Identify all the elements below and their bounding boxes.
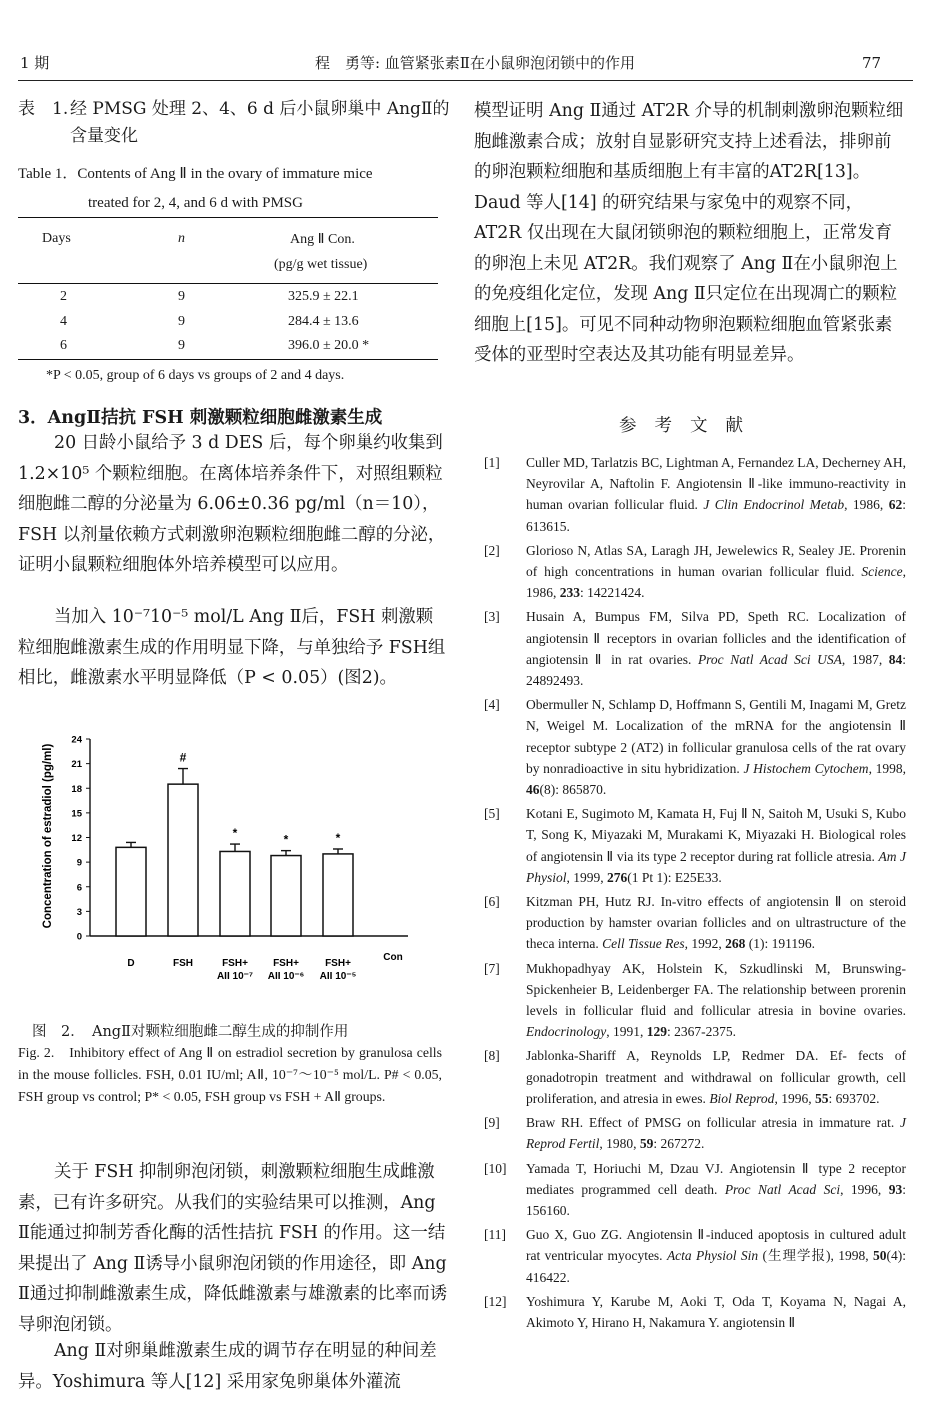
reference-number: [3]: [484, 609, 500, 625]
reference-text: Husain A, Bumpus FM, Silva PD, Speth RC. Localization of angiotensin Ⅱ receptors in ovarian follicles and the identification of angiotensin Ⅱ in rat ovaries.: [526, 609, 906, 667]
table-top-rule: [18, 217, 438, 218]
reference-item: [474, 1291, 906, 1333]
paragraph: 20 日龄小鼠给予 3 d DES 后，每个卵巢约收集到 1.2×10⁵ 个颗粒细胞。在离体培养条件下，对照组颗粒细胞雌二醇的分泌量为 6.06±0.36 pg/ml（n＝10），FSH 以剂量依赖方式刺激卵泡颗粒细胞雌二醇的分泌，证明小鼠颗粒细胞体外培养模型可以应用。: [18, 433, 446, 575]
reference-pages: : 156160.: [526, 1181, 906, 1218]
reference-year: , 1980,: [599, 1136, 640, 1152]
reference-item: [474, 803, 906, 888]
reference-number: [6]: [484, 894, 500, 910]
reference-volume: 129: [646, 1024, 667, 1040]
reference-volume: 233: [559, 585, 580, 601]
y-tick-label: 6: [76, 882, 82, 894]
reference-item: [474, 452, 906, 537]
chart-bars: [116, 751, 353, 936]
issue-number: 1 期: [20, 54, 50, 72]
bar: [271, 856, 301, 936]
figure-caption-zh: 图 2． AngⅡ对颗粒细胞雌二醇生成的抑制作用: [32, 1024, 349, 1040]
table-cell-days: 2: [60, 289, 67, 304]
reference-volume: 276: [607, 869, 628, 885]
bar: [168, 784, 198, 936]
bar: [116, 847, 146, 936]
col-header-days: Days: [42, 231, 71, 246]
paragraph: 模型证明 Ang Ⅱ通过 AT2R 介导的机制刺激卵泡颗粒细胞雌激素合成；放射自显影研究支持上述看法，排卵前的卵泡颗粒细胞和基质细胞上有丰富的AT2R[13]。Daud 等人[14] 的研究结果与家兔中的观察不同，AT2R 仅出现在大鼠闭锁卵泡的颗粒细胞上，正常发育的卵泡上未见 AT2R。我们观察了 Ang Ⅱ在小鼠卵泡上的免疫组化定位，发现 Ang Ⅱ只定位在出现凋亡的颗粒细胞上[15]。可见不同种动物卵泡颗粒细胞血管紧张素受体的亚型时空表达及其功能有明显差异。: [474, 101, 904, 365]
chart-ylabel: Concentration of estradiol (pg/ml): [42, 743, 54, 929]
reference-pages: (8): 865870.: [539, 782, 607, 798]
reference-list: [474, 452, 906, 1336]
table-label: 表 1.: [18, 99, 69, 119]
page-number: 77: [862, 54, 882, 72]
table-cell-value: 325.9 ± 22.1: [288, 289, 359, 304]
reference-item: [474, 1158, 906, 1222]
reference-journal: J Clin Endocrinol Metab: [703, 497, 845, 513]
reference-number: [4]: [484, 697, 500, 713]
significance-marker: #: [179, 750, 187, 765]
reference-volume: 93: [888, 1181, 903, 1197]
reference-pages: (4): 416422.: [526, 1248, 906, 1285]
y-tick-label: 21: [71, 759, 82, 771]
reference-text: Yamada T, Horiuchi M, Dzau VJ. Angiotensin Ⅱ type 2 receptor mediates programmed cell death.: [526, 1160, 906, 1197]
x-tick-label: AII 10⁻⁵: [319, 971, 357, 982]
reference-year: , 1986,: [844, 497, 889, 513]
reference-journal: J Reprod Fertil: [526, 1115, 906, 1152]
reference-text: Kitzman PH, Hutz RJ. In-vitro effects of angiotensin Ⅱ on steroid production by hamster ovarian follicles and on ultrastructure of the theca interna.: [526, 894, 906, 952]
reference-year: , 1996,: [840, 1181, 889, 1197]
reference-journal: Endocrinology: [526, 1024, 607, 1040]
table-cell-value: 396.0 ± 20.0 *: [288, 338, 370, 353]
table-title-en-line1: Table 1．Contents of Ang Ⅱ in the ovary of immature mice: [18, 166, 373, 182]
reference-number: [10]: [484, 1160, 507, 1176]
reference-year: , 1998,: [868, 760, 906, 776]
reference-volume: 62: [888, 497, 903, 513]
reference-pages: : 2367-2375.: [667, 1024, 736, 1040]
significance-marker: *: [283, 832, 289, 847]
significance-marker: *: [335, 830, 341, 845]
estradiol-bar-chart: [38, 728, 418, 990]
reference-journal: Acta Physiol Sin: [666, 1248, 759, 1264]
table-bottom-rule: [18, 359, 438, 360]
paragraph: 当加入 10⁻⁷10⁻⁵ mol/L Ang Ⅱ后，FSH 刺激颗粒细胞雌激素生成的作用明显下降，与单独给予 FSH组相比，雌激素水平明显降低（P < 0.05）(图2)。: [18, 607, 446, 688]
col-header-n: n: [178, 231, 185, 246]
references-heading: 参考文献: [619, 416, 761, 436]
y-tick-label: 18: [71, 783, 82, 795]
y-tick-label: 24: [71, 734, 82, 746]
reference-text: Glorioso N, Atlas SA, Laragh JH, Jewelewics R, Sealey JE. Prorenin of high concentrations in human ovarian follicular fluid.: [526, 542, 906, 580]
col-header-unit: (pg/g wet tissue): [274, 257, 368, 272]
reference-volume: 46: [526, 782, 540, 798]
reference-journal: Am J Physiol: [526, 848, 906, 885]
table-cell-value: 284.4 ± 13.6: [288, 314, 359, 329]
reference-volume: 268: [725, 936, 746, 952]
reference-year: , 1999,: [566, 869, 607, 885]
reference-number: [5]: [484, 806, 500, 822]
table-cell-days: 6: [60, 338, 67, 353]
y-tick-label: 3: [76, 906, 82, 918]
reference-volume: 55: [814, 1090, 829, 1106]
table-cell-days: 4: [60, 314, 67, 329]
paragraph: Ang Ⅱ对卵巢雌激素生成的调节存在明显的种间差异。Yoshimura 等人[12] 采用家兔卵巢体外灌流: [18, 1341, 437, 1392]
table-cell-n: 9: [178, 314, 185, 329]
reference-number: [7]: [484, 960, 500, 976]
reference-year: , 1991,: [606, 1024, 647, 1040]
bar: [220, 851, 250, 936]
reference-number: [8]: [484, 1048, 500, 1064]
table-header-rule: [18, 283, 438, 284]
chart-yticks: [71, 735, 90, 943]
reference-item: [474, 958, 906, 1043]
reference-pages: : 693702.: [828, 1090, 880, 1106]
reference-text: Kotani E, Sugimoto M, Kamata H, Fuj Ⅱ N, Saitoh M, Usuki S, Kubo T, Song K, Miyazaki M, Murakami K, Miyazaki H. Biological roles of angiotensin Ⅱ via its type 2 receptor during rat follicle atresia.: [526, 806, 906, 864]
y-tick-label: 12: [71, 833, 82, 844]
table-cell-n: 9: [178, 338, 185, 353]
table-title-en-line2: treated for 2, 4, and 6 d with PMSG: [88, 195, 303, 211]
reference-text: Braw RH. Effect of PMSG on follicular atresia in immature rat.: [526, 1115, 900, 1131]
reference-item: [474, 694, 906, 800]
reference-volume: 50: [873, 1248, 887, 1264]
reference-journal: Proc Natl Acad Sci: [724, 1181, 841, 1197]
reference-journal: J Histochem Cytochem: [743, 760, 869, 776]
reference-volume: 59: [639, 1136, 654, 1152]
reference-pages: (1 Pt 1): E25E33.: [627, 869, 722, 885]
bar: [323, 854, 353, 936]
x-tick-label: AII 10⁻⁷: [216, 971, 254, 982]
x-tick-label: AII 10⁻⁶: [267, 971, 305, 982]
paragraph: 关于 FSH 抑制卵泡闭锁，刺激颗粒细胞生成雌激素，已有许多研究。从我们的实验结果可以推测，Ang Ⅱ能通过抑制芳香化酶的活性拮抗 FSH 的作用。这一结果提出了 Ang Ⅱ诱导小鼠卵泡闭锁的作用途径，即 Ang Ⅱ通过抑制雌激素生成，降低雌激素与雄激素的比率而诱导卵泡闭锁。: [18, 1162, 448, 1335]
reference-text: Culler MD, Tarlatzis BC, Lightman A, Fernandez LA, Decherney AH, Neyrovilar A, Naftolin F. Angiotensin Ⅱ-like immuno-reactivity in human ovarian follicular fluid.: [526, 455, 906, 513]
significance-marker: *: [232, 826, 238, 841]
figure-caption-en: Fig. 2. Inhibitory effect of Ang Ⅱ on estradiol secretion by granulosa cells in the mouse follicles. FSH, 0.01 IU/ml; AⅡ, 10⁻⁷～10⁻⁵ mol/L. P# < 0.05, FSH group vs control; P* < 0.05, FSH group vs FSH + AⅡ groups.: [18, 1045, 442, 1104]
reference-number: [11]: [484, 1227, 506, 1243]
y-tick-label: 15: [71, 808, 82, 820]
reference-number: [9]: [484, 1115, 500, 1131]
reference-item: [474, 1045, 906, 1109]
x-tick-label: FSH+: [273, 958, 299, 969]
reference-volume: 84: [888, 651, 903, 667]
header-rule: [18, 80, 913, 81]
y-tick-label: 0: [76, 931, 82, 943]
x-tick-label: FSH: [173, 958, 193, 969]
reference-text: Mukhopadhyay AK, Holstein K, Szkudlinski M, Brunswing-Spickenheier B, Leidenberger FA. The relationship between prorenin levels in follicular fluid and follicular atresia in bovine ovaries.: [526, 960, 906, 1019]
reference-pages: : 24892493.: [526, 651, 907, 689]
reference-number: [12]: [484, 1293, 507, 1309]
reference-text: Jablonka-Shariff A, Reynolds LP, Redmer DA. Ef- fects of gonadotropin treatment and withdrawal on follicular growth, cell proliferation, and atresia in ewes.: [526, 1048, 906, 1106]
reference-item: [474, 540, 906, 604]
reference-item: [474, 891, 906, 955]
chart-xlabels: [127, 952, 402, 982]
section-heading: 3．AngⅡ拮抗 FSH 刺激颗粒细胞雌激素生成: [18, 408, 383, 428]
reference-journal: Cell Tissue Res: [602, 936, 685, 952]
x-tick-label: FSH+: [222, 958, 248, 969]
reference-number: [1]: [484, 455, 500, 470]
reference-text: Yoshimura Y, Karube M, Aoki T, Oda T, Koyama N, Nagai A, Akimoto Y, Hirano H, Nakamura Y. angiotensin Ⅱ: [526, 1293, 906, 1330]
reference-journal: Science: [861, 564, 903, 580]
reference-pages: (1): 191196.: [745, 936, 815, 952]
reference-pages: : 14221424.: [580, 585, 645, 601]
reference-year: , 1986,: [526, 564, 906, 601]
y-tick-label: 9: [76, 857, 82, 869]
running-title: 程 勇等: 血管紧张素Ⅱ在小鼠卵泡闭锁中的作用: [314, 54, 636, 72]
x-tick-label: FSH+: [325, 958, 351, 969]
reference-pages: : 613615.: [526, 497, 907, 534]
reference-journal: Biol Reprod: [709, 1090, 775, 1106]
reference-journal: Proc Natl Acad Sci USA: [697, 651, 842, 667]
reference-year: (生理学报), 1998,: [758, 1248, 873, 1264]
table-cell-n: 9: [178, 289, 185, 304]
reference-item: [474, 606, 906, 691]
reference-item: [474, 1112, 906, 1154]
table-footnote: *P < 0.05, group of 6 days vs groups of 2 and 4 days.: [46, 368, 345, 383]
reference-item: [474, 1224, 906, 1288]
reference-number: [2]: [484, 542, 500, 558]
table-title-zh-text: 经 PMSG 处理 2、4、6 d 后小鼠卵巢中 AngⅡ的含量变化: [70, 99, 450, 146]
reference-text: Guo X, Guo ZG. Angiotensin Ⅱ-induced apoptosis in cultured adult rat ventricular myocytes.: [526, 1227, 906, 1264]
reference-year: , 1992,: [684, 936, 726, 952]
reference-year: , 1996,: [774, 1090, 815, 1106]
reference-year: , 1987,: [841, 651, 889, 667]
reference-pages: : 267272.: [653, 1136, 705, 1152]
x-tick-label: Con: [383, 952, 403, 963]
x-tick-label: D: [127, 958, 135, 969]
reference-text: Obermuller N, Schlamp D, Hoffmann S, Gentili M, Inagami M, Gretz N, Weigel M. Localization of the mRNA for the angiotensin Ⅱ receptor subtype 2 (AT2) in follicular granulosa cells of the rat ovary by nonradioactive in situ hybridization.: [526, 697, 906, 776]
col-header-value: Ang Ⅱ Con.: [290, 232, 355, 247]
